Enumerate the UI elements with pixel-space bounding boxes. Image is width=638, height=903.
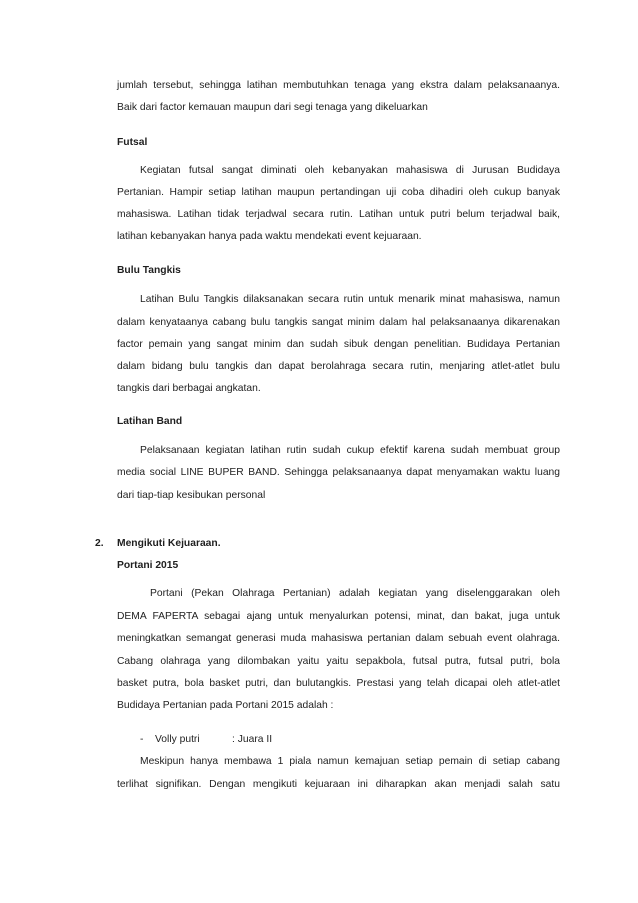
latihan-band-heading: Latihan Band (117, 416, 183, 427)
futsal-heading: Futsal (117, 137, 148, 148)
paragraph-line: Cabang olahraga yang dilombakan yaitu yaitu sepakbola, futsal putra, futsal putri, bola (117, 656, 560, 667)
paragraph-line: factor pemain yang sangat minim dan sudah sibuk dengan penelitian. Budidaya Pertanian (117, 339, 560, 350)
paragraph-line: Latihan Bulu Tangkis dilaksanakan secara rutin untuk menarik minat mahasiswa, namun (140, 294, 560, 305)
paragraph-line: tangkis dari berbagai angkatan. (117, 383, 261, 394)
paragraph-line: DEMA FAPERTA sebagai ajang untuk menyalurkan potensi, minat, dan bakat, juga untuk (117, 611, 560, 622)
paragraph-line: dari tiap-tiap kesibukan personal (117, 490, 266, 501)
paragraph-line: Portani (Pekan Olahraga Pertanian) adalah kegiatan yang diselenggarakan oleh (150, 588, 560, 599)
paragraph-line: Pertanian. Hampir setiap latihan maupun pertandingan uji coba dihadiri oleh cukup banyak (117, 187, 560, 198)
list-item-value: : Juara II (232, 734, 273, 745)
paragraph-line: Budidaya Pertanian pada Portani 2015 adalah : (117, 700, 334, 711)
paragraph-line: jumlah tersebut, sehingga latihan membutuhkan tenaga yang ekstra dalam pelaksanaanya. (117, 80, 560, 91)
paragraph-line: meningkatkan semangat generasi muda mahasiswa pertanian dalam sebuah event olahraga. (117, 633, 560, 644)
paragraph-line: Pelaksanaan kegiatan latihan rutin sudah cukup efektif karena sudah membuat group (140, 445, 560, 456)
paragraph-line: mahasiswa. Latihan tidak terjadwal secara rutin. Latihan untuk putri belum terjadwal baik, (117, 209, 560, 220)
paragraph-line: basket putra, bola basket putri, dan bulutangkis. Prestasi yang telah dicapai oleh atlet-atlet (117, 678, 560, 689)
paragraph-line: dalam kenyataanya cabang bulu tangkis sangat minim dalam hal pelaksanaanya dikarenakan (117, 317, 560, 328)
bulu-tangkis-heading: Bulu Tangkis (117, 265, 181, 276)
paragraph-line: Kegiatan futsal sangat diminati oleh kebanyakan mahasiswa di Jurusan Budidaya (140, 165, 560, 176)
paragraph-line: media social LINE BUPER BAND. Sehingga pelaksanaanya dapat menyamakan waktu luang (117, 467, 560, 478)
portani-heading: Portani 2015 (117, 560, 179, 571)
paragraph-line: Meskipun hanya membawa 1 piala namun kemajuan setiap pemain di setiap cabang (140, 756, 560, 767)
paragraph-line: latihan kebanyakan hanya pada waktu mendekati event kejuaraan. (117, 231, 422, 242)
paragraph-line: dalam bidang bulu tangkis dan dapat berolahraga secara rutin, menjaring atlet-atlet bulu (117, 361, 560, 372)
section-number: 2. (95, 538, 104, 549)
list-bullet: - (140, 734, 144, 745)
section-title: Mengikuti Kejuaraan. (117, 538, 221, 549)
paragraph-line: Baik dari factor kemauan maupun dari segi tenaga yang dikeluarkan (117, 102, 428, 113)
paragraph-line: terlihat signifikan. Dengan mengikuti kejuaraan ini diharapkan akan menjadi salah satu (117, 779, 560, 790)
list-item-label: Volly putri (155, 734, 200, 745)
